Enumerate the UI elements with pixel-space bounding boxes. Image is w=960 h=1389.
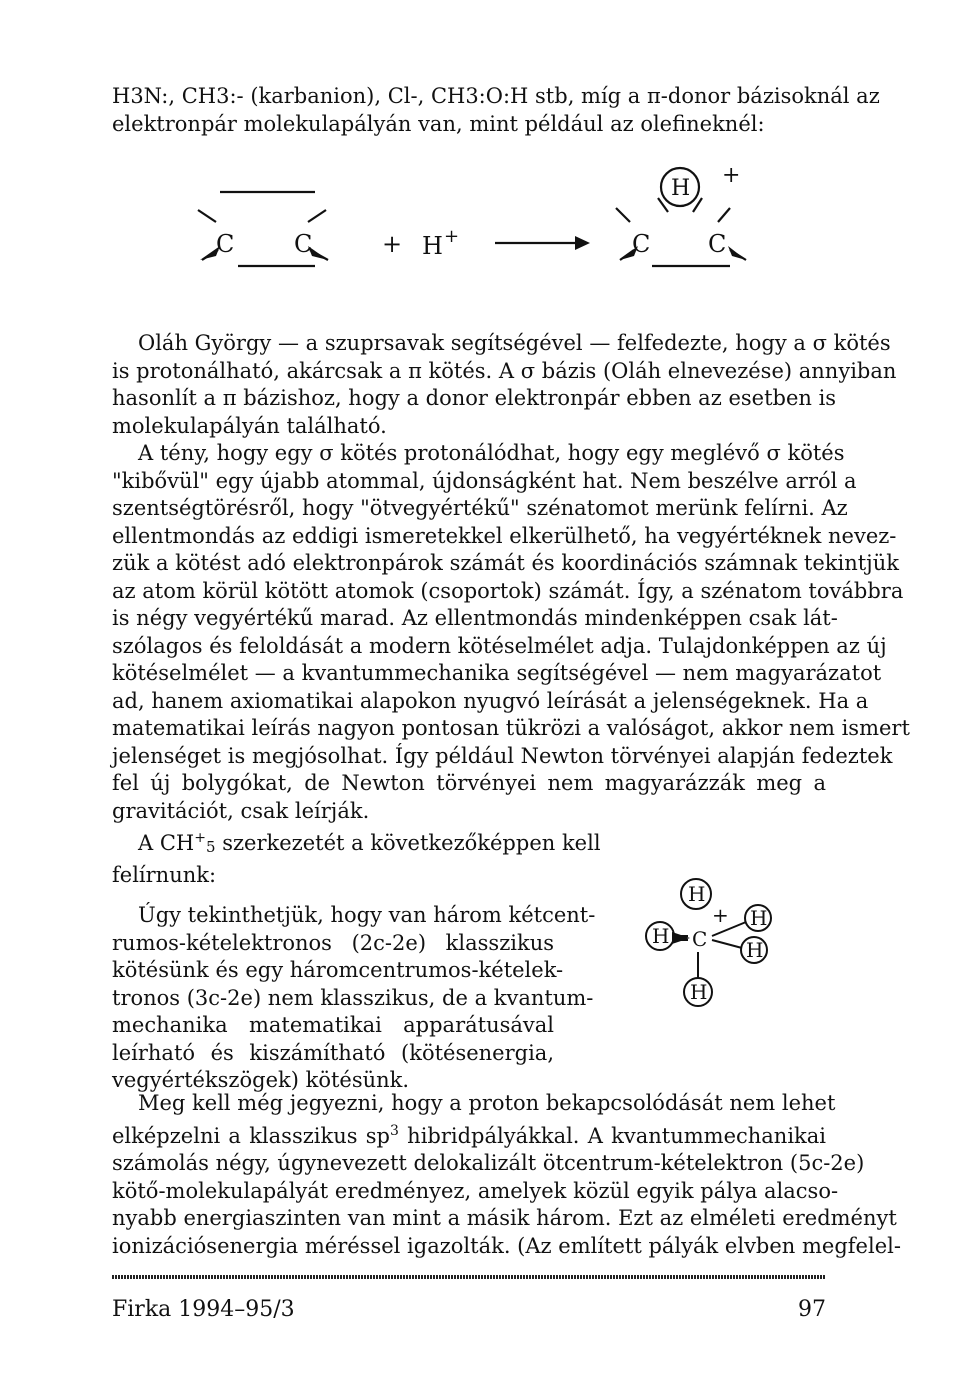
para5-line-2 [112, 1118, 826, 1151]
para2-line: szólagos és feloldását a modern kötéselmélet adja. Tulajdonképpen az új [112, 633, 887, 658]
para4-line: tronos (3c-2e) nem klasszikus, de a kvantum- [112, 985, 594, 1010]
paragraph-quantum [112, 1090, 901, 1260]
para4-line: vegyértékszögek) kötésünk. [112, 1068, 410, 1092]
sp3-superscript: 3 [390, 1122, 399, 1139]
proton-symbol: H [422, 232, 443, 260]
para4-line: kötésünk és egy háromcentrumos-kételek- [112, 958, 564, 982]
footer-rule [112, 1275, 826, 1279]
intro-text [112, 83, 880, 138]
left-carbon-1: C [216, 230, 235, 258]
right-hydrogen-top: H [750, 906, 768, 930]
para3-line-2: felírnunk: [112, 862, 217, 887]
bridging-hydrogen: H [671, 176, 691, 201]
bottom-hydrogen: H [690, 980, 708, 1004]
para5-line: számolás négy, úgynevezett delokalizált ötcentrum-kételektron (5c-2e) [112, 1151, 865, 1175]
para2-line: is négy vegyértékű marad. Az ellentmondás mindenképpen csak lát- [112, 606, 838, 630]
para3-line-1 [112, 825, 826, 862]
para5-line: ionizációsenergia méréssel igazolták. (Az említett pályák elvben megfelel- [112, 1233, 901, 1258]
journal-name: Firka 1994–95/3 [112, 1297, 295, 1322]
intro-line-2: elektronpár molekulapályán van, mint például az olefineknél: [112, 111, 765, 136]
para2-line: "kibővül" egy újabb atommal, újdonságként hat. Nem beszélve arról a [112, 468, 857, 493]
ch5-subscript: 5 [205, 838, 216, 856]
complex-charge: + [722, 163, 741, 188]
olefin-protonation-scheme [190, 160, 810, 290]
para2-line: matematikai leírás nagyon pontosan tükrözi a valóságot, akkor nem ismert [112, 716, 910, 740]
ch5-charge-sign: + [712, 903, 729, 927]
ch5-prefix: A CH [138, 831, 195, 855]
para2-line: kötéselmélet — a kvantummechanika segítségével — nem magyarázatot [112, 661, 882, 685]
left-hydrogen: H [652, 924, 670, 948]
para4-line: mechanika matematikai apparátusával [112, 1013, 554, 1037]
para2-line: A tény, hogy egy σ kötés protonálódhat, hogy egy meglévő σ kötés [138, 441, 845, 465]
para4-line: Úgy tekinthetjük, hogy van három kétcent- [138, 903, 596, 927]
para2-line: szentségtörésről, hogy "ötvegyértékű" szénatomot merünk felírni. Az [112, 496, 848, 520]
para2-line: az atom körül kötött atomok (csoportok) számát. Így, a szénatom továbbra [112, 578, 904, 603]
para2-line: gravitációt, csak leírják. [112, 798, 370, 823]
paragraph-sigma-protonation [112, 440, 910, 825]
intro-line-1: H3N:, CH3:- (karbanion), Cl-, CH3:O:H stb, míg a π-donor bázisoknál az [112, 84, 880, 108]
para1-line: Oláh György — a szuprsavak segítségével — felfedezte, hogy a σ kötés [138, 331, 891, 355]
right-carbon-2: C [708, 230, 727, 258]
page-number: 97 [798, 1297, 826, 1322]
ch5-rest: szerkezetét a következőképpen kell [215, 831, 601, 855]
right-carbon-1: C [632, 230, 651, 258]
carbon-atom: C [692, 927, 708, 951]
ch5-charge: + [194, 830, 206, 846]
sp3-prefix: elképzelni a klasszikus sp [112, 1123, 390, 1148]
sp3-rest: hibridpályákkal. A kvantummechanikai [398, 1123, 826, 1148]
paragraph-bonding [112, 902, 596, 1095]
left-carbon-2: C [294, 230, 313, 258]
top-hydrogen: H [688, 882, 706, 906]
para1-line: hasonlít a π bázishoz, hogy a donor elektronpár ebben az esetben is [112, 386, 837, 410]
para2-line: zük a kötést adó elektronpárok számát és koordinációs számnak tekintjük [112, 551, 899, 575]
right-hydrogen-bottom: H [746, 938, 764, 962]
para1-line: molekulapályán található. [112, 413, 387, 438]
plus-sign: + [382, 230, 403, 258]
proton-charge: + [444, 226, 460, 247]
para2-line: jelenséget is megjósolhat. Így például Newton törvényei alapján fedeztek [112, 743, 893, 768]
para2-line: ad, hanem axiomatikai alapokon nyugvó leírását a jelenségeknek. Ha a [112, 688, 869, 713]
para4-line: leírható és kiszámítható (kötésenergia, [112, 1040, 554, 1065]
para5-line: kötő-molekulapályát eredményez, amelyek közül egyik pálya alacso- [112, 1178, 839, 1203]
para2-line: ellentmondás az eddigi ismeretekkel elkerülhető, ha vegyértéknek nevez- [112, 523, 897, 548]
para4-line: rumos-kételektronos (2c-2e) klasszikus [112, 930, 554, 955]
para5-line-1: Meg kell még jegyezni, hogy a proton bekapcsolódását nem lehet [138, 1091, 836, 1115]
para2-line: fel új bolygókat, de Newton törvényei nem magyarázzák meg a [112, 771, 826, 795]
paragraph-olah [112, 330, 897, 440]
ch5-structure-diagram [636, 870, 786, 1010]
para1-line: is protonálható, akárcsak a π kötés. A σ bázis (Oláh elnevezése) annyiban [112, 358, 897, 383]
para5-line: nyabb energiaszinten van mint a másik három. Ezt az elméleti eredményt [112, 1206, 897, 1230]
